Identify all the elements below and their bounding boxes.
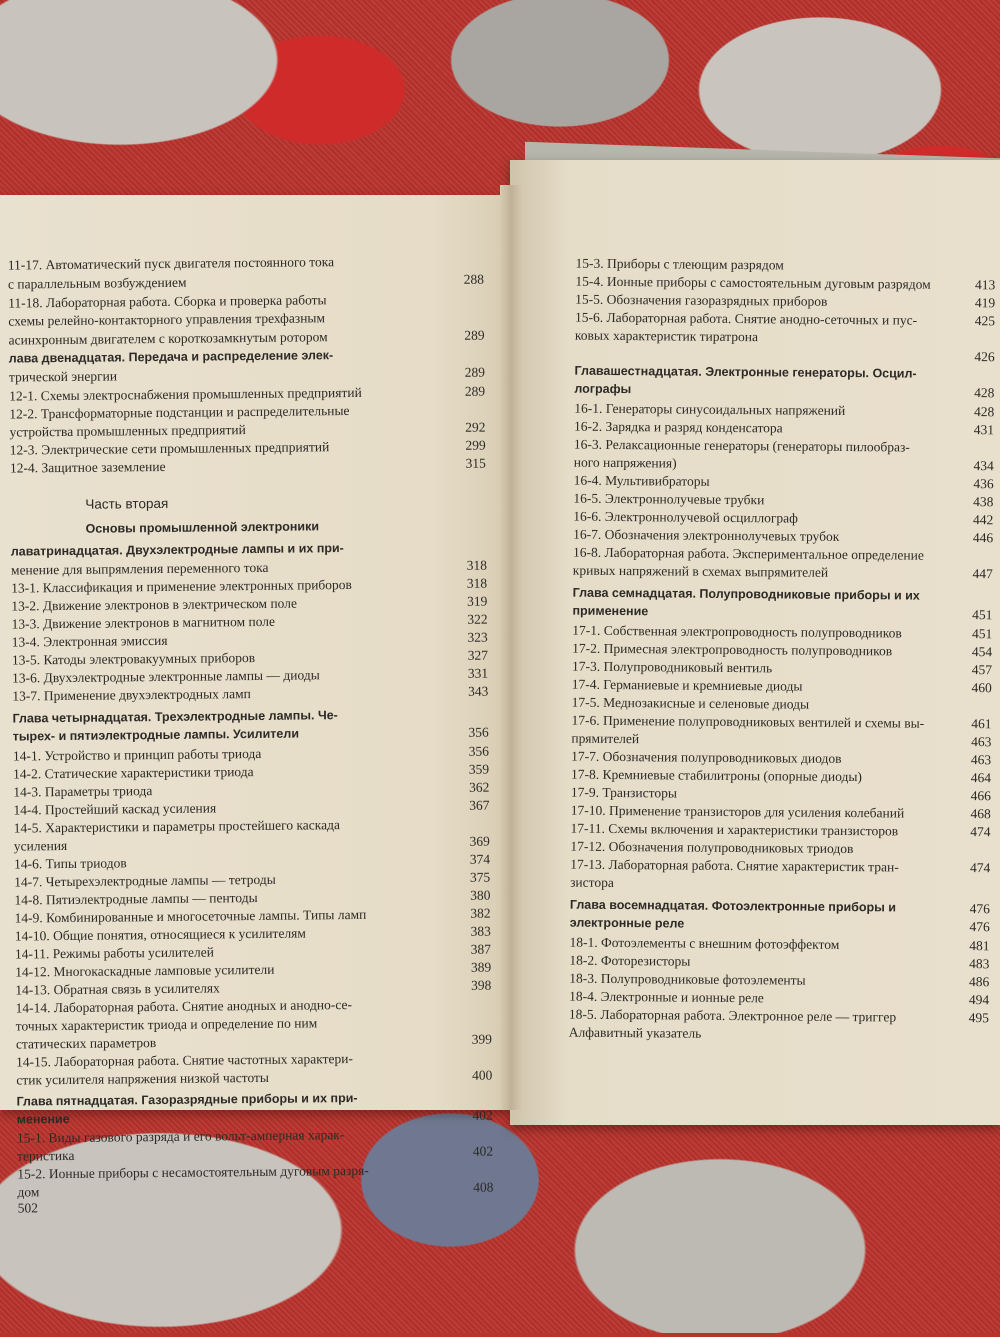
toc-line: стик усилителя напряжения низкой частоты [16, 1069, 270, 1088]
toc-page-number: 380 [470, 887, 491, 903]
toc-page-number: 318 [466, 575, 488, 591]
toc-page-number: 322 [467, 611, 488, 627]
toc-line: 16-2. Зарядка и разряд конденсатора [574, 418, 783, 436]
toc-line: 14-11. Режимы работы усилителей [14, 944, 214, 962]
toc-line: 17-4. Германиевые и кремниевые диоды [571, 676, 803, 694]
toc-page-number: 289 [464, 327, 485, 343]
toc-line: 18-4. Электронные и ионные реле [569, 988, 764, 1006]
toc-page-number: 375 [469, 869, 491, 885]
toc-line: 13-1. Классификация и применение электронных приборов [11, 576, 352, 596]
toc-line: 12-4. Защитное заземление [9, 458, 166, 476]
toc-line: 16-5. Электроннолучевые трубки [573, 490, 765, 508]
toc-line: 13-6. Двухэлектродные электронные лампы — диоды [12, 667, 320, 686]
toc-page-number: 362 [468, 779, 490, 795]
toc-page-number: 383 [470, 923, 491, 939]
toc-page-number: 442 [972, 512, 994, 528]
toc-page-number: 408 [473, 1179, 494, 1195]
toc-page-number: 387 [470, 941, 492, 957]
toc-line: 14-10. Общие понятия, относящиеся к усилителям [14, 925, 306, 944]
toc-line: схемы релейно-контакторного управления трехфазным [8, 310, 326, 329]
toc-line: 14-15. Лабораторная работа. Снятие частотных характери- [16, 1050, 353, 1070]
toc-page-number: 476 [969, 901, 990, 917]
toc-line: 18-3. Полупроводниковые фотоэлементы [569, 970, 806, 988]
toc-page-number: 474 [970, 824, 991, 840]
toc-line: асинхронным двигателем с короткозамкнутым ротором [8, 329, 328, 348]
toc-line: 14-5. Характеристики и параметры простейшего каскада [13, 817, 341, 836]
toc-line: 14-7. Четырехэлектродные лампы — тетроды [14, 871, 276, 890]
toc-line: 12-2. Трансформаторные подстанции и распределительные [9, 402, 350, 422]
toc-line: лаватринадцатая. Двухэлектродные лампы и их при- [10, 541, 344, 559]
toc-page-number: 419 [974, 295, 996, 311]
toc-page-number: 292 [465, 419, 486, 435]
toc-page-number: 468 [970, 806, 991, 822]
toc-page-number: 461 [971, 716, 992, 732]
toc-page-number: 356 [468, 724, 489, 740]
toc-page-number: 483 [969, 956, 990, 972]
toc-line: Глава четырнадцатая. Трехэлектродные лампы. Че- [12, 708, 338, 726]
toc-line: 14-13. Обратная связь в усилителях [15, 980, 220, 998]
toc-page-number: 451 [971, 626, 993, 642]
toc-line: с параллельным возбуждением [7, 274, 187, 292]
toc-page-number: 454 [971, 644, 993, 660]
toc-line: 16-8. Лабораторная работа. Экспериментальное определение [572, 544, 924, 563]
toc-line: 12-1. Схемы электроснабжения промышленных предприятий [9, 384, 362, 404]
toc-page-number: 474 [969, 860, 991, 876]
toc-line: тырех- и пятиэлектродные лампы. Усилители [12, 726, 300, 744]
toc-page-number: 428 [974, 385, 995, 401]
toc-line: 16-6. Электроннолучевой осциллограф [573, 508, 798, 526]
toc-line: 13-2. Движение электронов в электрическом поле [11, 595, 297, 614]
toc-page-number: 343 [467, 683, 489, 699]
toc-page-number: 315 [465, 455, 486, 471]
toc-page-number: 356 [468, 743, 489, 759]
toc-page-number: 331 [467, 665, 489, 681]
toc-line: 17-2. Примесная электропроводность полупроводников [572, 640, 893, 659]
toc-page-number: 288 [463, 271, 485, 287]
toc-page-number: 289 [464, 383, 486, 399]
toc-page-number: 359 [468, 761, 490, 777]
toc-line: лографы [574, 381, 632, 397]
toc-line: 14-14. Лабораторная работа. Снятие анодных и анодно-се- [15, 997, 352, 1016]
toc-line: устройства промышленных предприятий [9, 422, 246, 440]
toc-page-number: 434 [973, 458, 994, 474]
toc-line: 17-11. Схемы включения и характеристики транзисторов [570, 820, 899, 839]
toc-page-number: 457 [971, 662, 993, 678]
toc-page-number: 431 [973, 422, 995, 438]
toc-line: 16-7. Обозначения электроннолучевых трубок [573, 526, 840, 544]
toc-line: 17-5. Меднозакисные и селеновые диоды [571, 694, 810, 712]
toc-page-number: 463 [971, 734, 992, 750]
toc-line: зистора [570, 874, 614, 891]
toc-line: электронные реле [569, 915, 685, 931]
toc-line: Основы промышленной электроники [85, 519, 320, 536]
toc-page-number: 398 [471, 977, 492, 993]
toc-line: применение [572, 603, 649, 619]
toc-line: менение [16, 1111, 70, 1127]
toc-line: 14-9. Комбинированные и многосеточные лампы. Типы ламп [14, 906, 367, 926]
toc-page-number: 327 [467, 647, 488, 663]
toc-page-number: 369 [469, 833, 490, 849]
toc-line: кривых напряжений в схемах выпрямителей [572, 562, 829, 580]
toc-page-number: 438 [973, 494, 994, 510]
toc-page-number: 464 [970, 770, 992, 786]
toc-line: усиления [13, 837, 68, 854]
toc-page-number: 451 [972, 607, 993, 623]
toc-page-number: 323 [467, 629, 488, 645]
toc-line: Глава пятнадцатая. Газоразрядные приборы и их при- [16, 1090, 358, 1109]
toc-page-number: 486 [968, 974, 990, 990]
toc-line: 17-8. Кремниевые стабилитроны (опорные диоды) [570, 766, 863, 785]
toc-line: 15-4. Ионные приборы с самостоятельным дуговым разрядом [575, 273, 931, 292]
toc-page-number: 402 [472, 1143, 494, 1159]
toc-page-number: 494 [968, 992, 990, 1008]
toc-page-number: 382 [470, 905, 491, 921]
toc-line: 18-2. Фоторезисторы [569, 952, 691, 969]
toc-line: 11-18. Лабораторная работа. Сборка и проверка работы [8, 292, 327, 311]
toc-line: 14-12. Многокаскадные ламповые усилители [15, 961, 275, 980]
toc-page-number: 319 [467, 593, 488, 609]
toc-line: статических параметров [15, 1035, 157, 1052]
toc-line: 18-1. Фотоэлементы с внешним фотоэффектом [569, 934, 840, 952]
toc-line: Глава восемнадцатая. Фотоэлектронные приборы и [569, 897, 897, 915]
toc-line: Часть вторая [85, 495, 169, 512]
toc-line: 13-7. Применение двухэлектродных ламп [12, 686, 251, 704]
toc-line: Алфавитный указатель [568, 1024, 702, 1041]
toc-line: менение для выпрямления переменного тока [10, 559, 269, 578]
toc-line: 17-6. Применение полупроводниковых вентилей и схемы вы- [571, 712, 925, 731]
toc-page-number: 367 [469, 797, 490, 813]
toc-page-number: 436 [973, 476, 994, 492]
toc-line: Глава семнадцатая. Полупроводниковые приборы и их [572, 585, 920, 603]
toc-page-number: 481 [969, 938, 990, 954]
toc-page-number: 476 [969, 919, 990, 935]
toc-line: 17-7. Обозначения полупроводниковых диодов [571, 748, 842, 766]
toc-line: 13-5. Катоды электровакуумных приборов [11, 649, 256, 668]
toc-line: 13-3. Движение электронов в магнитном поле [11, 613, 276, 632]
toc-page-number: 460 [971, 680, 992, 696]
toc-line: точных характеристик триода и определение по ним [15, 1015, 318, 1034]
toc-line: 14-4. Простейший каскад усиления [13, 800, 217, 818]
toc-line: прямителей [571, 730, 640, 747]
toc-page-number: 299 [465, 437, 486, 453]
toc-line: 16-1. Генераторы синусоидальных напряжений [574, 400, 846, 419]
toc-line: 15-3. Приборы с тлеющим разрядом [575, 255, 784, 273]
toc-line: 17-13. Лабораторная работа. Снятие характеристик тран- [570, 856, 899, 875]
toc-line: 15-5. Обозначения газоразрядных приборов [575, 291, 828, 309]
toc-line: 17-1. Собственная электропроводность полупроводников [572, 622, 902, 641]
toc-line: ного напряжения) [573, 454, 677, 471]
toc-page-number: 425 [974, 313, 996, 329]
toc-line: 14-8. Пятиэлектродные лампы — пентоды [14, 889, 258, 908]
toc-line: 502 [17, 1200, 38, 1216]
toc-line: 17-12. Обозначения полупроводниковых триодов [570, 838, 854, 857]
toc-page-number: 413 [975, 277, 996, 293]
toc-page-number: 466 [970, 788, 991, 804]
toc-line: 15-2. Ионные приборы с несамостоятельным дуговым разря- [17, 1162, 369, 1182]
toc-line: 16-3. Релаксационные генераторы (генераторы пилообраз- [573, 436, 910, 455]
toc-line: ковых характеристик тиратрона [574, 327, 759, 345]
toc-page-number: 402 [472, 1107, 493, 1123]
toc-line: 14-3. Параметры триода [13, 783, 153, 800]
toc-page-number: 446 [972, 530, 994, 546]
toc-line: 17-9. Транзисторы [570, 784, 678, 801]
toc-page-number: 447 [972, 566, 993, 582]
toc-page-number: 399 [471, 1031, 492, 1047]
toc-line: 17-10. Применение транзисторов для усиления колебаний [570, 802, 905, 821]
toc-line: 11-17. Автоматический пуск двигателя постоянного тока [7, 254, 335, 273]
toc-page-number: 389 [470, 959, 492, 975]
toc-line: 14-2. Статические характеристики триода [13, 764, 254, 782]
toc-page-number: 426 [974, 349, 995, 365]
toc-line: дом [17, 1184, 40, 1200]
toc-page-number: 289 [464, 364, 486, 380]
toc-line: 18-5. Лабораторная работа. Электронное реле — триггер [568, 1006, 897, 1025]
toc-line: Главашестнадцатая. Электронные генераторы. Осцил- [574, 363, 917, 381]
toc-page-number: 495 [968, 1010, 990, 1026]
toc-page-number: 428 [973, 404, 995, 420]
toc-line: 15-6. Лабораторная работа. Снятие анодно-сеточных и пус- [574, 309, 918, 328]
toc-line: теристика [17, 1147, 75, 1164]
toc-line: 14-1. Устройство и принцип работы триода [12, 745, 262, 764]
toc-line: 17-3. Полупроводниковый вентиль [571, 658, 773, 676]
toc-page-number: 374 [469, 851, 491, 867]
toc-line: 16-4. Мультивибраторы [573, 472, 710, 489]
toc-line: 14-6. Типы триодов [13, 855, 127, 872]
toc-line: лава двенадцатая. Передача и распределение элек- [8, 348, 334, 366]
toc-line: трической энергии [8, 368, 118, 385]
toc-page-number: 318 [466, 557, 488, 573]
toc-page-number: 400 [471, 1067, 493, 1083]
toc-page-number: 463 [970, 752, 992, 768]
toc-line: 13-4. Электронная эмиссия [11, 632, 168, 650]
toc-line: 15-1. Виды газового разряда и его вольт-амперная харак- [16, 1127, 345, 1146]
toc-line: 12-3. Электрические сети промышленных предприятий [9, 439, 330, 458]
